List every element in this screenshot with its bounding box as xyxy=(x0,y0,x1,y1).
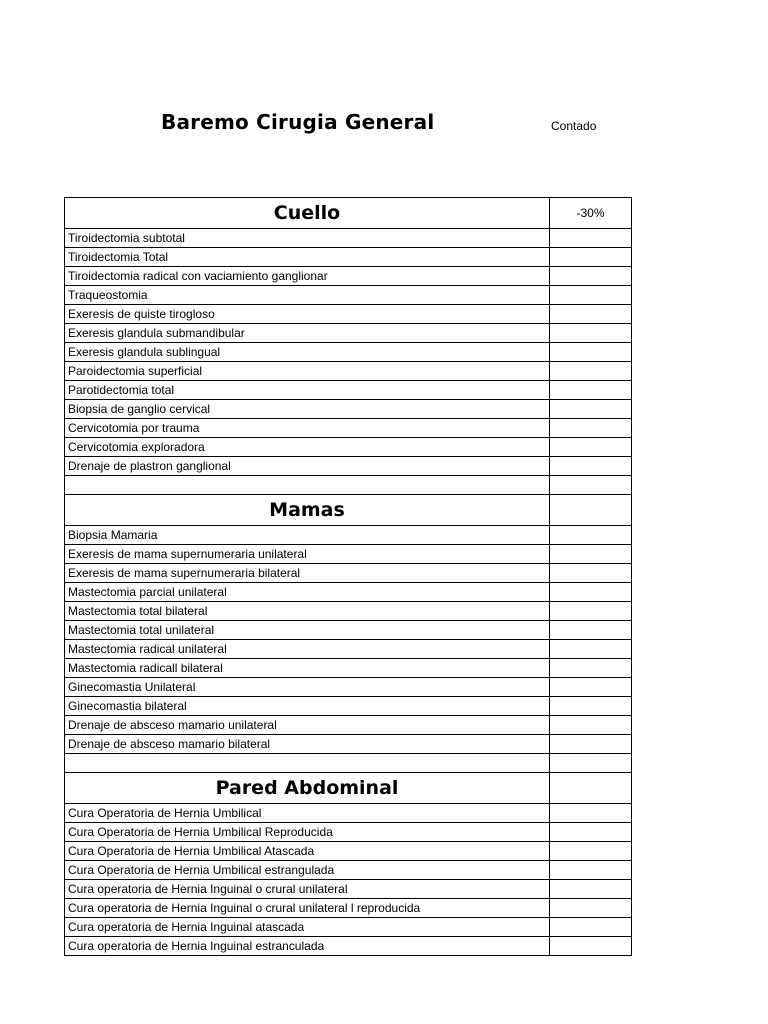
blank-cell xyxy=(65,754,550,773)
procedure-row xyxy=(65,457,632,476)
blank-value-cell xyxy=(550,476,632,495)
procedure-name: Tiroidectomia subtotal xyxy=(65,229,550,248)
blank-row xyxy=(65,754,632,773)
procedure-row xyxy=(65,286,632,305)
procedure-row xyxy=(65,823,632,842)
procedure-price-cell xyxy=(550,545,632,564)
procedure-name: Cura operatoria de Hernia Inguinal o crural unilateral xyxy=(65,880,550,899)
section-title: Mamas xyxy=(65,495,550,526)
procedure-name: Exeresis de mama supernumeraria unilateral xyxy=(65,545,550,564)
procedure-row xyxy=(65,716,632,735)
procedure-price-cell xyxy=(550,937,632,956)
procedure-name: Ginecomastia bilateral xyxy=(65,697,550,716)
procedure-name: Cura Operatoria de Hernia Umbilical estrangulada xyxy=(65,861,550,880)
procedure-price-cell xyxy=(550,419,632,438)
procedure-row xyxy=(65,381,632,400)
procedure-row xyxy=(65,659,632,678)
procedure-price-cell xyxy=(550,899,632,918)
procedure-row xyxy=(65,526,632,545)
procedure-row xyxy=(65,362,632,381)
procedure-row xyxy=(65,735,632,754)
procedure-row xyxy=(65,583,632,602)
procedure-price-cell xyxy=(550,842,632,861)
procedure-price-cell xyxy=(550,438,632,457)
procedure-row xyxy=(65,419,632,438)
procedure-name: Cura operatoria de Hernia Inguinal atascada xyxy=(65,918,550,937)
procedures-table-body xyxy=(65,198,632,956)
procedure-price-cell xyxy=(550,861,632,880)
procedure-row xyxy=(65,880,632,899)
procedure-name: Biopsia Mamaria xyxy=(65,526,550,545)
procedure-price-cell xyxy=(550,457,632,476)
procedure-row xyxy=(65,697,632,716)
procedure-price-cell xyxy=(550,918,632,937)
blank-cell xyxy=(65,476,550,495)
section-title: Cuello xyxy=(65,198,550,229)
procedure-price-cell xyxy=(550,564,632,583)
procedure-price-cell xyxy=(550,267,632,286)
procedure-price-cell xyxy=(550,305,632,324)
blank-value-cell xyxy=(550,754,632,773)
procedure-price-cell xyxy=(550,400,632,419)
procedure-price-cell xyxy=(550,880,632,899)
procedure-row xyxy=(65,343,632,362)
procedure-price-cell xyxy=(550,602,632,621)
procedure-name: Exeresis de quiste tirogloso xyxy=(65,305,550,324)
procedure-name: Drenaje de absceso mamario bilateral xyxy=(65,735,550,754)
section-discount xyxy=(550,495,632,526)
procedure-price-cell xyxy=(550,640,632,659)
procedure-row xyxy=(65,621,632,640)
procedure-row xyxy=(65,861,632,880)
procedure-row xyxy=(65,602,632,621)
procedure-price-cell xyxy=(550,248,632,267)
procedure-price-cell xyxy=(550,583,632,602)
procedure-name: Paroidectomia superficial xyxy=(65,362,550,381)
procedure-price-cell xyxy=(550,659,632,678)
section-header-row xyxy=(65,495,632,526)
procedure-price-cell xyxy=(550,286,632,305)
procedure-name: Exeresis glandula submandibular xyxy=(65,324,550,343)
procedure-price-cell xyxy=(550,621,632,640)
procedure-row xyxy=(65,438,632,457)
procedure-name: Drenaje de absceso mamario unilateral xyxy=(65,716,550,735)
procedure-name: Mastectomia radicall bilateral xyxy=(65,659,550,678)
procedure-row xyxy=(65,804,632,823)
procedure-name: Mastectomia radical unilateral xyxy=(65,640,550,659)
procedure-row xyxy=(65,267,632,286)
procedure-price-cell xyxy=(550,324,632,343)
procedure-row xyxy=(65,564,632,583)
section-header-row xyxy=(65,198,632,229)
procedure-price-cell xyxy=(550,381,632,400)
procedure-name: Ginecomastia Unilateral xyxy=(65,678,550,697)
procedure-price-cell xyxy=(550,697,632,716)
procedure-name: Mastectomia total bilateral xyxy=(65,602,550,621)
procedure-row xyxy=(65,545,632,564)
procedure-name: Cervicotomia exploradora xyxy=(65,438,550,457)
procedure-row xyxy=(65,248,632,267)
section-title: Pared Abdominal xyxy=(65,773,550,804)
procedure-name: Exeresis de mama supernumeraria bilateral xyxy=(65,564,550,583)
procedures-table xyxy=(64,197,632,956)
procedure-price-cell xyxy=(550,362,632,381)
procedure-row xyxy=(65,324,632,343)
section-header-row xyxy=(65,773,632,804)
procedure-row xyxy=(65,918,632,937)
procedure-name: Cura Operatoria de Hernia Umbilical Atascada xyxy=(65,842,550,861)
procedure-price-cell xyxy=(550,716,632,735)
procedure-name: Mastectomia total unilateral xyxy=(65,621,550,640)
section-discount: -30% xyxy=(550,198,632,229)
procedure-price-cell xyxy=(550,823,632,842)
page-title: Baremo Cirugia General xyxy=(161,110,435,134)
blank-row xyxy=(65,476,632,495)
procedure-row xyxy=(65,400,632,419)
procedure-name: Tiroidectomia Total xyxy=(65,248,550,267)
procedure-price-cell xyxy=(550,804,632,823)
procedure-name: Tiroidectomia radical con vaciamiento ganglionar xyxy=(65,267,550,286)
procedure-row xyxy=(65,640,632,659)
procedure-row xyxy=(65,899,632,918)
procedure-name: Cura Operatoria de Hernia Umbilical xyxy=(65,804,550,823)
procedure-name: Cervicotomia por trauma xyxy=(65,419,550,438)
section-discount xyxy=(550,773,632,804)
procedure-name: Cura operatoria de Hernia Inguinal o crural unilateral l reproducida xyxy=(65,899,550,918)
procedure-row xyxy=(65,229,632,248)
procedure-name: Cura Operatoria de Hernia Umbilical Reproducida xyxy=(65,823,550,842)
procedure-price-cell xyxy=(550,229,632,248)
procedure-price-cell xyxy=(550,526,632,545)
procedure-row xyxy=(65,305,632,324)
procedure-price-cell xyxy=(550,735,632,754)
procedure-name: Cura operatoria de Hernia Inguinal estranculada xyxy=(65,937,550,956)
procedure-name: Drenaje de plastron ganglional xyxy=(65,457,550,476)
procedure-name: Exeresis glandula sublingual xyxy=(65,343,550,362)
procedure-row xyxy=(65,937,632,956)
procedure-row xyxy=(65,678,632,697)
procedure-row xyxy=(65,842,632,861)
procedure-name: Mastectomia parcial unilateral xyxy=(65,583,550,602)
payment-type-label: Contado xyxy=(551,119,597,133)
procedure-price-cell xyxy=(550,343,632,362)
procedure-name: Biopsia de ganglio cervical xyxy=(65,400,550,419)
procedure-name: Traqueostomia xyxy=(65,286,550,305)
procedure-name: Parotidectomia total xyxy=(65,381,550,400)
procedure-price-cell xyxy=(550,678,632,697)
